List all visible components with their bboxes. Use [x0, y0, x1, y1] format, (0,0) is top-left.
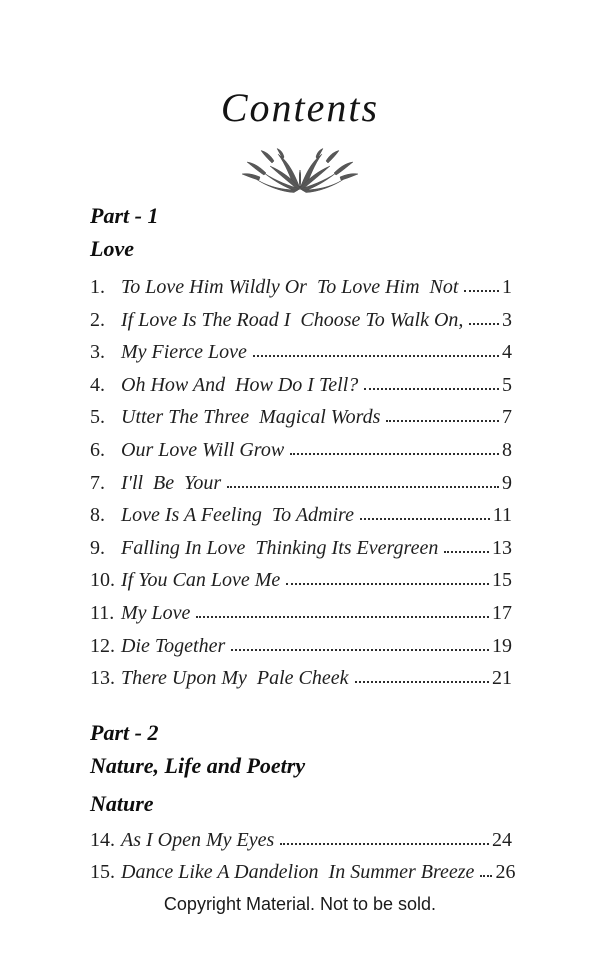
toc-entry-title: My Fierce Love: [121, 341, 247, 364]
toc-entry-page-number: 15: [492, 569, 512, 592]
page-title: Contents: [220, 85, 380, 130]
toc-entry-page-number: 19: [492, 634, 512, 657]
part-2-title: Nature, Life and Poetry: [90, 752, 306, 778]
part-2-label: Part - 2: [90, 719, 159, 745]
toc-entry: [90, 635, 512, 668]
dot-leader: [227, 486, 499, 488]
part-2-category: Nature: [90, 790, 154, 816]
dot-leader: [286, 583, 489, 585]
dot-leader: [231, 649, 489, 651]
toc-entry-page-number: 26: [495, 861, 516, 884]
part-1-title: Love: [90, 236, 134, 261]
toc-content: [90, 199, 516, 894]
toc-entry-number: 4.: [90, 373, 105, 396]
toc-entry-number: 13.: [90, 667, 115, 690]
toc-entry-number: 11.: [90, 601, 115, 624]
toc-entry: [90, 472, 512, 505]
toc-entry-page-number: 1: [502, 276, 512, 298]
laurel-flourish-icon: [239, 147, 361, 193]
dot-leader: [196, 616, 489, 618]
toc-entry-title: Utter The Three Magical Words: [121, 406, 381, 429]
toc-entry: [90, 569, 512, 602]
toc-entry-number: 1.: [90, 276, 105, 298]
toc-section-part-2: [90, 716, 516, 894]
toc-entry-number: 8.: [90, 504, 105, 527]
dot-leader: [480, 875, 492, 877]
toc-entry-title: Die Together: [121, 634, 226, 657]
toc-entry: [90, 537, 512, 570]
toc-entry-number: 3.: [90, 341, 105, 364]
dot-leader: [355, 681, 489, 683]
toc-entry-title: There Upon My Pale Cheek: [121, 667, 349, 690]
copyright-notice: Copyright Material. Not to be sold.: [163, 894, 437, 914]
toc-section-part-1: [90, 199, 512, 700]
toc-entry: [90, 276, 512, 309]
toc-entry-number: 2.: [90, 308, 105, 331]
dot-leader: [360, 518, 490, 520]
toc-entry-title: Love Is A Feeling To Admire: [121, 504, 354, 527]
toc-entry-page-number: 13: [492, 536, 512, 559]
toc-entry-title: Our Love Will Grow: [121, 438, 285, 461]
toc-entry-number: 6.: [90, 438, 105, 461]
toc-entry-title: Dance Like A Dandelion In Summer Breeze: [121, 861, 475, 884]
toc-entry-page-number: 24: [492, 828, 512, 851]
toc-entry: [90, 829, 512, 862]
toc-entry: [90, 406, 512, 439]
toc-entry: [90, 341, 512, 374]
toc-entry: [90, 667, 512, 700]
toc-entry-number: 5.: [90, 406, 105, 429]
part-1-label: Part - 1: [90, 203, 159, 228]
dot-leader: [469, 323, 499, 325]
toc-entry: [90, 602, 512, 635]
toc-entry-page-number: 11: [492, 504, 512, 527]
toc-entry-title: Oh How And How Do I Tell?: [121, 373, 359, 396]
toc-entry-number: 14.: [90, 828, 115, 851]
toc-entry-number: 9.: [90, 536, 105, 559]
toc-entry-title: To Love Him Wildly Or To Love Him Not: [121, 276, 459, 298]
dot-leader: [364, 388, 499, 390]
toc-entry-page-number: 5: [502, 373, 512, 396]
toc-entry-page-number: 7: [502, 406, 512, 429]
toc-entry: [90, 439, 512, 472]
toc-entry: [90, 861, 516, 894]
toc-entry-number: 15.: [90, 861, 115, 884]
toc-entry: [90, 504, 512, 537]
toc-entry-title: If Love Is The Road I Choose To Walk On,: [121, 308, 464, 331]
toc-entry-page-number: 8: [502, 438, 512, 461]
dot-leader: [444, 551, 489, 553]
toc-entry-page-number: 4: [502, 341, 512, 364]
toc-entry-number: 7.: [90, 471, 105, 494]
dot-leader: [253, 355, 499, 357]
toc-entry-page-number: 21: [492, 667, 512, 690]
toc-list-part-2: [90, 828, 516, 894]
toc-entry-title: Falling In Love Thinking Its Evergreen: [121, 536, 439, 559]
toc-entry-title: As I Open My Eyes: [121, 828, 275, 851]
toc-entry-page-number: 3: [502, 308, 512, 331]
toc-entry-page-number: 17: [492, 601, 512, 624]
dot-leader: [464, 290, 499, 292]
dot-leader: [386, 420, 499, 422]
dot-leader: [290, 453, 499, 455]
toc-entry-title: My Love: [121, 601, 191, 624]
toc-entry-page-number: 9: [502, 471, 512, 494]
toc-list-part-1: [90, 276, 512, 700]
toc-entry: [90, 374, 512, 407]
toc-entry-title: If You Can Love Me: [121, 569, 281, 592]
dot-leader: [280, 843, 489, 845]
toc-entry-number: 12.: [90, 634, 115, 657]
toc-entry-title: I'll Be Your: [121, 471, 222, 494]
toc-entry: [90, 309, 512, 342]
toc-entry-number: 10.: [90, 569, 115, 592]
